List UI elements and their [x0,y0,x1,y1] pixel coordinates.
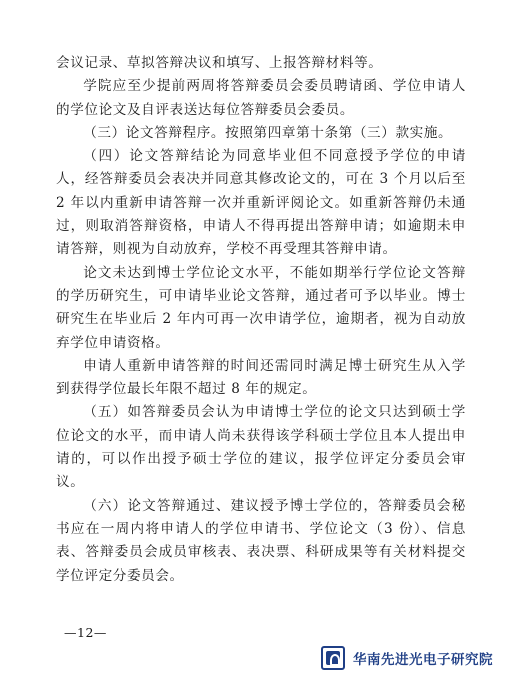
university-seal-icon [321,646,345,670]
paragraph: 学院应至少提前两周将答辩委员会委员聘请函、学位申请人的学位论文及自评表送达每位答辩委员会委员。 [56,78,466,118]
paragraph: （六）论文答辩通过、建议授予博士学位的，答辩委员会秘书应在一周内将申请人的学位申请书、学位论文（3 份）、信息表、答辩委员会成员审核表、表决票、科研成果等有关材料提交学位评定分委员会。 [56,497,466,584]
paragraph: 申请人重新申请答辩的时间还需同时满足博士研究生从入学到获得学位最长年限不超过 8 年的规定。 [56,357,466,398]
paragraph: （三）论文答辩程序。按照第四章第十条第（三）款实施。 [83,124,453,141]
paragraph: （五）如答辩委员会认为申请博士学位的论文只达到硕士学位论文的水平，而申请人尚未获得该学科硕士学位且本人提出申请的，可以作出授予硕士学位的建议，报学位评定分委员会审议。 [56,404,466,491]
paragraph: 论文未达到博士学位论文水平，不能如期举行学位论文答辩的学历研究生，可申请毕业论文答辩，通过者可予以毕业。博士研究生在毕业后 2 年内可再一次申请学位，逾期者，视为自动放弃学位申请资格。 [56,264,466,351]
body-text [56,52,466,588]
paragraph: 会议记录、草拟答辩决议和填写、上报答辩材料等。 [56,55,383,71]
institution-logo [321,646,493,670]
page-number: —12— [64,625,107,640]
institution-name: 华南先进光电子研究院 [353,652,493,668]
paragraph: （四）论文答辩结论为同意毕业但不同意授予学位的申请人，经答辩委员会表决并同意其修改论文的，可在 3 个月以后至 2 年以内重新申请答辩一次并重新评阅论文。如重新答辩仍未通过，则取消答辩资格，申请人不得再提出答辩申请；如逾期未申请答辩，则视为自动放弃，学校不再受理其答辩申请。 [56,148,466,258]
